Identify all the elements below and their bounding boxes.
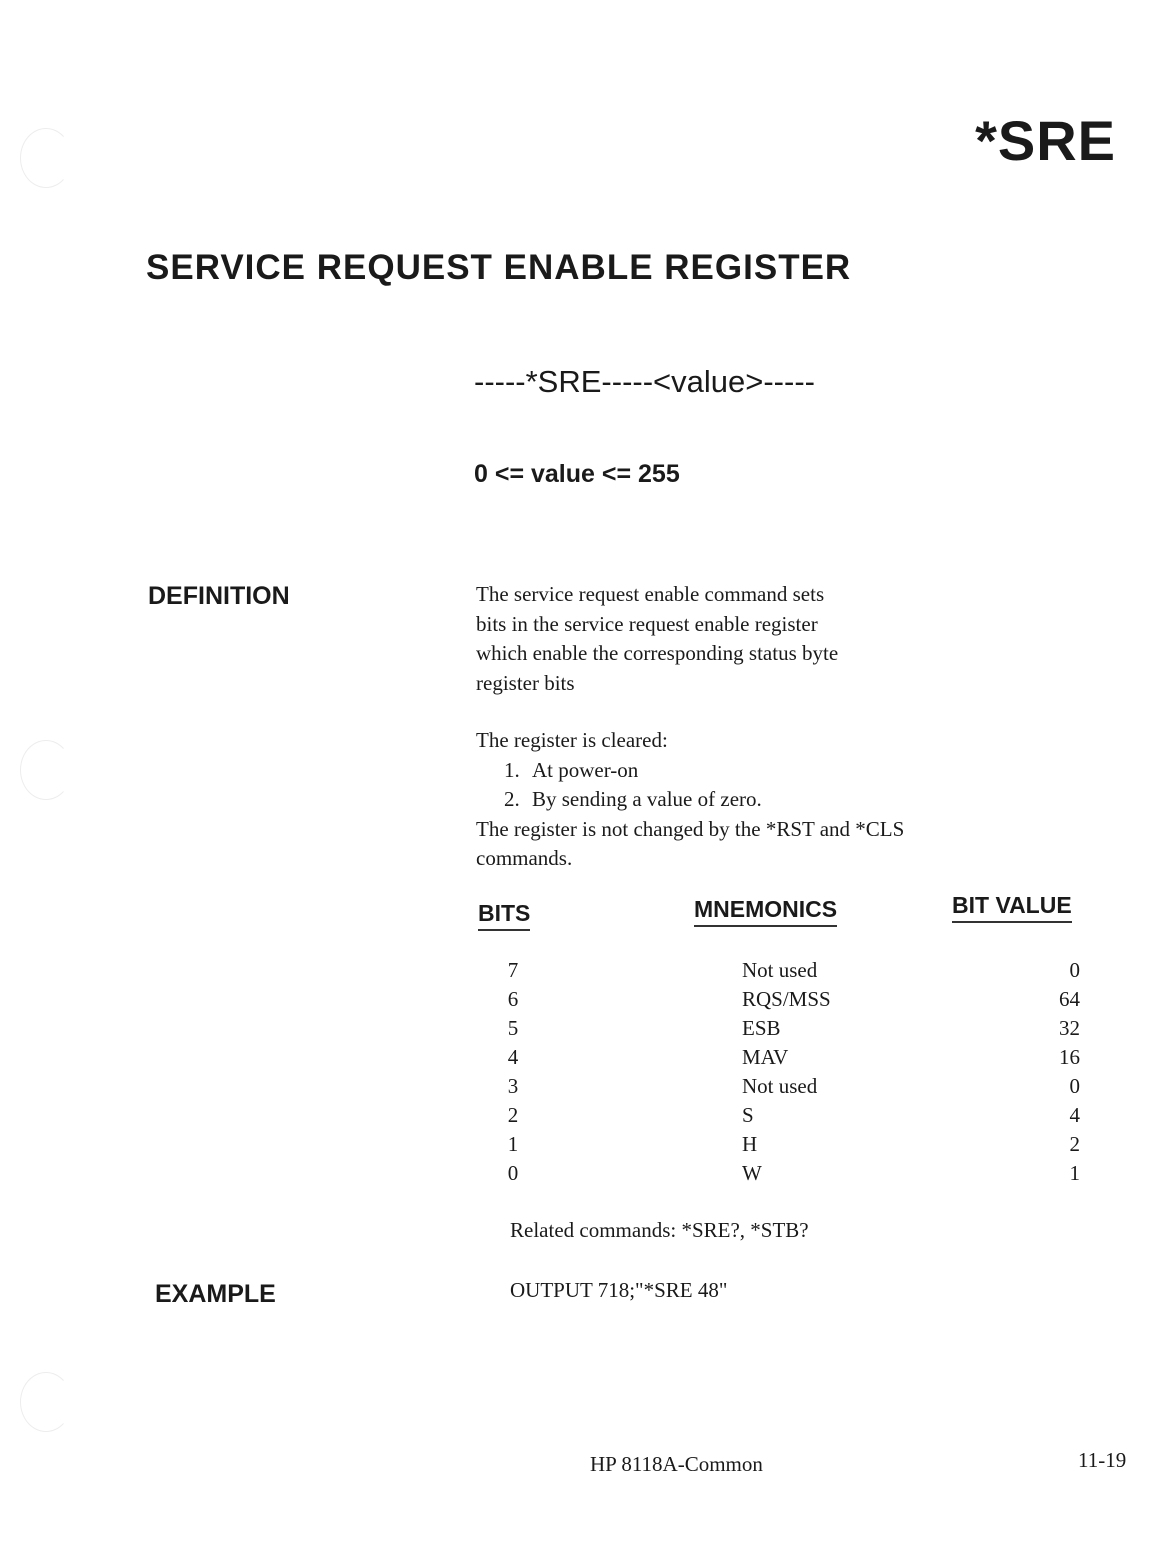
bit-value-cell: 2 — [1069, 1132, 1080, 1156]
page-number: 11-19 — [1078, 1448, 1127, 1472]
note-line: The register is not changed by the *RST and *CLS — [476, 816, 905, 841]
bit-cell: 3 — [507, 1074, 519, 1098]
punch-hole-bottom — [20, 1372, 72, 1432]
footer-manual-name: HP 8118A-Common — [590, 1452, 763, 1476]
list-item-number: 1. — [504, 757, 520, 782]
mnemonic-cell: Not used — [742, 1074, 818, 1098]
bit-cell: 0 — [507, 1161, 519, 1185]
definition-text — [476, 580, 838, 698]
bits-table — [480, 956, 1080, 1188]
column-header-mnemonics: MNEMONICS — [694, 896, 837, 927]
list-item — [476, 785, 904, 815]
list-item-text: At power-on — [532, 757, 639, 782]
value-range: 0 <= value <= 255 — [474, 460, 680, 488]
definition-line: register bits — [476, 670, 575, 695]
table-row — [480, 1159, 1080, 1188]
mnemonic-cell: ESB — [742, 1016, 781, 1040]
example-code: OUTPUT 718;"*SRE 48" — [510, 1278, 728, 1302]
mnemonic-cell: W — [742, 1161, 762, 1185]
bit-value-cell: 4 — [1069, 1103, 1080, 1127]
definition-label: DEFINITION — [148, 582, 290, 610]
mnemonic-cell: RQS/MSS — [742, 987, 831, 1011]
cleared-conditions — [476, 726, 904, 874]
punch-hole-middle — [20, 740, 72, 800]
list-item — [476, 756, 904, 786]
definition-line: The service request enable command sets — [476, 582, 825, 606]
bit-value-cell: 16 — [1059, 1045, 1080, 1069]
note-line: commands. — [476, 846, 573, 870]
bit-value-cell: 1 — [1069, 1161, 1080, 1185]
bit-cell: 4 — [507, 1045, 519, 1069]
table-row — [480, 1014, 1080, 1043]
bit-value-cell: 32 — [1059, 1016, 1080, 1040]
bit-value-cell: 0 — [1069, 1074, 1080, 1098]
column-header-bits: BITS — [478, 900, 530, 931]
command-tag: *SRE — [975, 109, 1116, 172]
bit-cell: 2 — [507, 1103, 519, 1127]
list-item-number: 2. — [504, 787, 520, 811]
mnemonic-cell: H — [742, 1132, 758, 1156]
bit-value-cell: 64 — [1059, 987, 1080, 1011]
table-row — [480, 1072, 1080, 1101]
column-header-bit-value: BIT VALUE — [952, 892, 1072, 923]
bit-cell: 7 — [507, 958, 519, 982]
table-row — [480, 1130, 1080, 1159]
punch-hole-top — [20, 128, 72, 188]
mnemonic-cell: MAV — [742, 1045, 789, 1069]
section-title: SERVICE REQUEST ENABLE REGISTER — [146, 248, 852, 287]
cleared-intro: The register is cleared: — [476, 728, 668, 752]
table-row — [480, 985, 1080, 1014]
definition-line: which enable the corresponding status byte — [476, 641, 839, 665]
table-row — [480, 956, 1080, 985]
table-row — [480, 1101, 1080, 1130]
syntax-line: -----*SRE-----<value>----- — [474, 364, 815, 399]
related-commands: Related commands: *SRE?, *STB? — [510, 1218, 809, 1242]
bit-value-cell: 0 — [1069, 958, 1080, 982]
mnemonic-cell: S — [742, 1103, 754, 1127]
definition-line: bits in the service request enable register — [476, 611, 818, 636]
bit-cell: 5 — [507, 1016, 519, 1040]
example-label: EXAMPLE — [155, 1280, 276, 1308]
bit-cell: 6 — [507, 987, 519, 1011]
bit-cell: 1 — [507, 1132, 519, 1156]
table-row — [480, 1043, 1080, 1072]
list-item-text: By sending a value of zero. — [532, 787, 762, 811]
mnemonic-cell: Not used — [742, 958, 818, 982]
